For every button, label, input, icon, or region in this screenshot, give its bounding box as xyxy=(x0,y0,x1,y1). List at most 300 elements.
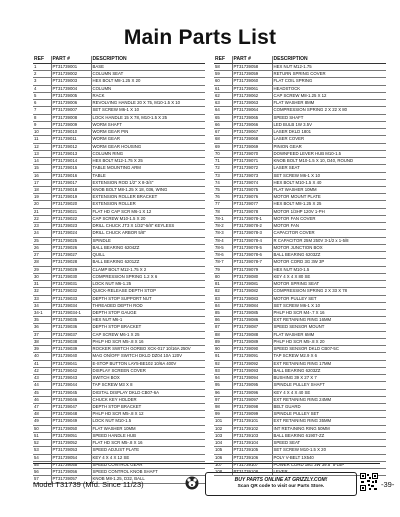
description-cell: DRILL CHUCK JT3 X 1/32"-5/8" KEYLESS xyxy=(91,223,205,230)
table-row xyxy=(33,295,205,302)
description-cell: PHLP HD SCR M4-.7 X 16 xyxy=(272,309,386,316)
description-cell: SET SCREW M6-1 X 10 xyxy=(91,107,205,114)
table-row xyxy=(33,186,205,193)
table-row xyxy=(214,158,386,165)
description-cell: EXT RETAINING RING 24MM xyxy=(272,396,386,403)
description-cell: HEADSTOCK xyxy=(272,85,386,92)
description-cell: LOCK NUT M10-1.5 xyxy=(91,418,205,425)
ref-cell: 65 xyxy=(214,114,232,121)
table-row xyxy=(33,136,205,143)
table-row xyxy=(214,367,386,374)
table-row xyxy=(214,244,386,251)
description-cell: BUSHING 39 X 27 X 7 xyxy=(272,375,386,382)
description-cell: FLAT HD CAP SCR M6-1 X 12 xyxy=(91,208,205,215)
table-row xyxy=(33,396,205,403)
part-number-cell: PT31739037 xyxy=(51,331,91,338)
description-cell: POWER CORD 18G 3W 39.5" 5-15P xyxy=(272,461,386,468)
ref-cell: 5 xyxy=(33,92,51,99)
ref-cell: 84 xyxy=(214,302,232,309)
description-cell: SPEED HANDLE HUB xyxy=(91,432,205,439)
table-row xyxy=(33,64,205,71)
part-number-cell: PT31739082 xyxy=(232,288,272,295)
ref-cell: 101 xyxy=(214,418,232,425)
part-number-cell: PT31739060 xyxy=(232,78,272,85)
table-row xyxy=(214,404,386,411)
part-number-cell: PT31739064 xyxy=(232,107,272,114)
ref-cell: 74 xyxy=(214,179,232,186)
table-row xyxy=(33,440,205,447)
description-cell: KEY 4 X 4 X 40 SE xyxy=(272,389,386,396)
table-row xyxy=(214,165,386,172)
ref-cell: 61 xyxy=(214,85,232,92)
part-number-cell: PT31739102 xyxy=(232,425,272,432)
part-number-cell: PT31739063 xyxy=(232,100,272,107)
table-header-row xyxy=(214,56,386,64)
table-row xyxy=(214,418,386,425)
description-cell: TABLE xyxy=(91,172,205,179)
ref-cell: 91 xyxy=(214,353,232,360)
part-number-cell: PT31739087 xyxy=(232,324,272,331)
part-number-cell: PT31739011 xyxy=(51,136,91,143)
description-cell: HEX BOLT M8-1.25 X 20 xyxy=(91,78,205,85)
table-row xyxy=(33,281,205,288)
ref-cell: 31 xyxy=(33,281,51,288)
ref-cell: 78 xyxy=(214,208,232,215)
table-row xyxy=(33,389,205,396)
part-number-cell: PT31739073 xyxy=(232,172,272,179)
table-row xyxy=(214,425,386,432)
description-cell: E-STOP BUTTON LAY5-BE102 10/6A 400V xyxy=(91,360,205,367)
description-cell: HEX NUT M6-1 xyxy=(91,317,205,324)
ref-cell: 20 xyxy=(33,201,51,208)
table-row xyxy=(214,121,386,128)
table-row xyxy=(33,360,205,367)
table-row xyxy=(214,288,386,295)
description-cell: MOTOR JUNCTION BOX xyxy=(272,244,386,251)
ref-cell: 98 xyxy=(214,404,232,411)
part-number-cell: PT31739085 xyxy=(232,309,272,316)
part-number-cell: PT31739054 xyxy=(51,454,91,461)
ref-cell: 29 xyxy=(33,266,51,273)
ref-cell: 79 xyxy=(214,266,232,273)
table-row xyxy=(33,143,205,150)
ref-cell: 9 xyxy=(33,121,51,128)
ref-cell: 63 xyxy=(214,100,232,107)
ref-cell: 10 xyxy=(33,129,51,136)
ref-cell: 36 xyxy=(33,324,51,331)
part-number-cell: PT31739094 xyxy=(232,375,272,382)
table-row xyxy=(33,114,205,121)
table-row xyxy=(214,295,386,302)
description-cell: DRILL CHUCK ARBOR 5/8" xyxy=(91,230,205,237)
ref-cell: 69 xyxy=(214,143,232,150)
ref-cell: 19 xyxy=(33,194,51,201)
grizzly-bear-logo-icon xyxy=(185,476,199,490)
ref-cell: 6 xyxy=(33,100,51,107)
page-number: -39- xyxy=(381,480,395,489)
part-number-cell: PT31739070 xyxy=(232,150,272,157)
part-number-cell: PT31739035 xyxy=(51,317,91,324)
description-cell: DEPTH STOP BRACKET xyxy=(91,324,205,331)
ref-cell: 90 xyxy=(214,346,232,353)
ref-cell: 12 xyxy=(33,143,51,150)
part-number-cell: PT31739012 xyxy=(51,143,91,150)
part-number-cell: PT31739039 xyxy=(51,346,91,353)
ref-cell: 8 xyxy=(33,114,51,121)
description-cell: PINION GEAR xyxy=(272,143,386,150)
ref-cell: 18 xyxy=(33,186,51,193)
description-cell: TAP SCREW M2.9 X 6 xyxy=(272,353,386,360)
description-cell: ROCKER SWITCH GORBO XCK-017 10/16A 250V xyxy=(91,346,205,353)
table-row xyxy=(33,338,205,345)
table-row xyxy=(214,172,386,179)
table-row xyxy=(214,346,386,353)
description-cell: EXTENSION ROD 1/2" X 8-3/4" xyxy=(91,179,205,186)
part-number-cell: PT31739079 xyxy=(232,266,272,273)
description-cell: SPEED CONTROL GEAR xyxy=(91,461,205,468)
table-row xyxy=(214,194,386,201)
part-number-cell: PT31739080 xyxy=(232,273,272,280)
table-row xyxy=(33,194,205,201)
description-cell: SET SCREW M6-1 X 10 xyxy=(272,172,386,179)
ref-cell: 39 xyxy=(33,346,51,353)
ref-cell: 92 xyxy=(214,360,232,367)
table-row xyxy=(214,454,386,461)
table-row xyxy=(33,165,205,172)
part-number-cell: PT31739067 xyxy=(232,129,272,136)
ref-cell: 23 xyxy=(33,223,51,230)
table-row xyxy=(214,338,386,345)
table-row xyxy=(33,266,205,273)
description-cell: EXT RETAINING RING 35MM xyxy=(272,418,386,425)
table-row xyxy=(214,223,386,230)
description-cell: DEPTH STOP BRACKET xyxy=(91,404,205,411)
header-ref: REF xyxy=(214,56,232,64)
part-number-cell: PT31739022 xyxy=(51,215,91,222)
description-cell: SPINDLE xyxy=(91,237,205,244)
table-header-row xyxy=(33,56,205,64)
description-cell: MOTOR CORD 3G 3W 3P xyxy=(272,259,386,266)
ref-cell: 32 xyxy=(33,288,51,295)
description-cell: R CAPACITOR 25M 250V 3-1/2 x 1-5/8 xyxy=(272,237,386,244)
ref-cell: 7 xyxy=(33,107,51,114)
description-cell: SPINDLE PULLEY SET xyxy=(272,411,386,418)
description-cell: REVOLVING HANDLE 20 X 75, M10-1.5 X 10 xyxy=(91,100,205,107)
ref-cell: 43 xyxy=(33,375,51,382)
table-row xyxy=(214,208,386,215)
ref-cell: 46 xyxy=(33,396,51,403)
part-number-cell: PT31739078-4 xyxy=(232,237,272,244)
part-number-cell: PT31739108 xyxy=(232,469,272,476)
ref-cell: 15 xyxy=(33,165,51,172)
part-number-cell: PT31739002 xyxy=(51,71,91,78)
description-cell: LASER SEAT xyxy=(272,165,386,172)
ref-cell: 14 xyxy=(33,158,51,165)
part-number-cell: PT31739078-2 xyxy=(232,223,272,230)
table-row xyxy=(214,92,386,99)
description-cell: KNOB BOLT M8-1.25 X 18, 036, WING xyxy=(91,186,205,193)
table-row xyxy=(214,186,386,193)
ref-cell: 83 xyxy=(214,295,232,302)
part-number-cell: PT31739083 xyxy=(232,295,272,302)
part-number-cell: PT31739041 xyxy=(51,360,91,367)
part-number-cell: PT31739058 xyxy=(232,64,272,71)
part-number-cell: PT31739006 xyxy=(51,100,91,107)
table-row xyxy=(33,179,205,186)
part-number-cell: PT31739095 xyxy=(232,382,272,389)
table-row xyxy=(33,78,205,85)
ref-cell: 73 xyxy=(214,172,232,179)
part-number-cell: PT31739034-1 xyxy=(51,309,91,316)
table-row xyxy=(214,179,386,186)
part-number-cell: PT31739091 xyxy=(232,353,272,360)
description-cell: FLAT WASHER 6MM xyxy=(272,331,386,338)
ref-cell: 16 xyxy=(33,172,51,179)
table-row xyxy=(214,136,386,143)
ref-cell: 94 xyxy=(214,375,232,382)
description-cell: LED BULB 1W 3.5V xyxy=(272,121,386,128)
description-cell: RETURN SPRING COVER xyxy=(272,71,386,78)
ref-cell: 30 xyxy=(33,273,51,280)
ref-cell: 42 xyxy=(33,367,51,374)
table-row xyxy=(214,302,386,309)
table-row xyxy=(214,396,386,403)
table-row xyxy=(33,121,205,128)
part-number-cell: PT31739010 xyxy=(51,129,91,136)
ref-cell: 50 xyxy=(33,425,51,432)
description-cell: HEX BOLT M12-1.75 X 25 xyxy=(91,158,205,165)
table-row xyxy=(214,237,386,244)
ref-cell: 97 xyxy=(214,396,232,403)
part-number-cell: PT31739078-1 xyxy=(232,215,272,222)
description-cell: COMPRESSION SPRING 1.2 X 6 xyxy=(91,273,205,280)
part-number-cell: PT31739099 xyxy=(232,411,272,418)
ref-cell: 44 xyxy=(33,382,51,389)
table-row xyxy=(33,317,205,324)
part-number-cell: PT31739009 xyxy=(51,121,91,128)
ref-cell: 41 xyxy=(33,360,51,367)
table-row xyxy=(33,469,205,476)
part-number-cell: PT31739093 xyxy=(232,367,272,374)
ref-cell: 105 xyxy=(214,447,232,454)
ref-cell: 104 xyxy=(214,440,232,447)
part-number-cell: PT31739036 xyxy=(51,324,91,331)
table-row xyxy=(214,360,386,367)
ref-cell: 87 xyxy=(214,324,232,331)
ref-cell: 93 xyxy=(214,367,232,374)
ref-cell: 45 xyxy=(33,389,51,396)
description-cell: DISPLAY SCREEN COVER xyxy=(91,367,205,374)
table-row xyxy=(214,201,386,208)
part-number-cell: PT31739052 xyxy=(51,440,91,447)
table-row xyxy=(214,432,386,439)
part-number-cell: PT31739104 xyxy=(232,440,272,447)
part-number-cell: PT31739003 xyxy=(51,78,91,85)
ref-cell: 108 xyxy=(214,469,232,476)
ref-cell: 47 xyxy=(33,404,51,411)
table-row xyxy=(33,353,205,360)
ref-cell: 49 xyxy=(33,418,51,425)
footer-divider xyxy=(33,463,380,464)
table-row xyxy=(214,382,386,389)
part-number-cell: PT31739004 xyxy=(51,85,91,92)
ref-cell: 34 xyxy=(33,302,51,309)
part-number-cell: PT31739053 xyxy=(51,447,91,454)
ref-cell: 78-5 xyxy=(214,244,232,251)
part-number-cell: PT31739078-3 xyxy=(232,230,272,237)
part-number-cell: PT31739107 xyxy=(232,461,272,468)
description-cell: LOCK NUT M6-1.25 xyxy=(91,281,205,288)
part-number-cell: PT31739105 xyxy=(232,447,272,454)
description-cell: SET SCREW M10-1.5 X 20 xyxy=(272,447,386,454)
description-cell: DIGITAL DISPLAY DKLD CB07-6A xyxy=(91,389,205,396)
part-number-cell: PT31739029 xyxy=(51,266,91,273)
description-cell: BALL BEARING 6204ZZ xyxy=(91,244,205,251)
description-cell: FLAT WASHER 10MM xyxy=(272,186,386,193)
ref-cell: 76 xyxy=(214,194,232,201)
description-cell: MOTOR FAN xyxy=(272,223,386,230)
qr-code-icon[interactable] xyxy=(360,473,378,491)
part-number-cell: PT31739088 xyxy=(232,331,272,338)
part-number-cell: PT31739005 xyxy=(51,92,91,99)
table-row xyxy=(33,418,205,425)
ref-cell: 17 xyxy=(33,179,51,186)
ref-cell: 48 xyxy=(33,411,51,418)
description-cell: BELT GUARD xyxy=(272,404,386,411)
part-number-cell: PT31739038 xyxy=(51,338,91,345)
table-row xyxy=(214,375,386,382)
part-number-cell: PT31739077 xyxy=(232,201,272,208)
ref-cell: 66 xyxy=(214,121,232,128)
part-number-cell: PT31739027 xyxy=(51,252,91,259)
ref-cell: 99 xyxy=(214,411,232,418)
table-row xyxy=(214,230,386,237)
ref-cell: 13 xyxy=(33,150,51,157)
part-number-cell: PT31739061 xyxy=(232,85,272,92)
ref-cell: 26 xyxy=(33,244,51,251)
ref-cell: 54 xyxy=(33,454,51,461)
part-number-cell: PT31739076 xyxy=(232,194,272,201)
description-cell: COLUMN RING xyxy=(91,150,205,157)
table-row xyxy=(33,432,205,439)
part-number-cell: PT31739017 xyxy=(51,179,91,186)
table-row xyxy=(33,447,205,454)
ref-cell: 85 xyxy=(214,309,232,316)
ref-cell: 38 xyxy=(33,338,51,345)
ref-cell: 51 xyxy=(33,432,51,439)
table-row xyxy=(33,404,205,411)
description-cell: DOWNFEED LEVER HUB M10-1.5 xyxy=(272,150,386,157)
description-cell: TABLE MOUNTING ARM xyxy=(91,165,205,172)
header-part: PART # xyxy=(51,56,91,64)
description-cell: LOCK HANDLE 15 X 78, M10-1.5 X 25 xyxy=(91,114,205,121)
part-number-cell: PT31739101 xyxy=(232,418,272,425)
ref-cell: 62 xyxy=(214,92,232,99)
table-row xyxy=(33,100,205,107)
part-number-cell: PT31739106 xyxy=(232,454,272,461)
description-cell: RACK xyxy=(91,92,205,99)
table-row xyxy=(214,389,386,396)
table-row xyxy=(214,85,386,92)
ref-cell: 78-1 xyxy=(214,215,232,222)
parts-store-banner[interactable] xyxy=(205,472,357,496)
part-number-cell: PT31739048 xyxy=(51,411,91,418)
part-number-cell: PT31739030 xyxy=(51,273,91,280)
ref-cell: 11 xyxy=(33,136,51,143)
description-cell: DEPTH STOP SUPPORT NUT xyxy=(91,295,205,302)
table-row xyxy=(33,346,205,353)
description-cell: KNOB M8-1.25, D32, BALL xyxy=(91,476,205,483)
ref-cell: 68 xyxy=(214,136,232,143)
table-row xyxy=(33,252,205,259)
table-row xyxy=(33,367,205,374)
part-number-cell: PT31739065 xyxy=(232,114,272,121)
description-cell: FLAT COIL SPRING xyxy=(272,78,386,85)
part-number-cell: PT31739031 xyxy=(51,281,91,288)
ref-cell: 34-1 xyxy=(33,309,51,316)
description-cell: PHLP HD SCR M5-.8 X 16 xyxy=(91,338,205,345)
ref-cell: 28 xyxy=(33,259,51,266)
description-cell: COLUMN xyxy=(91,85,205,92)
table-row xyxy=(33,237,205,244)
part-number-cell: PT31739056 xyxy=(51,469,91,476)
description-cell: SPEED SEAT xyxy=(272,440,386,447)
ref-cell: 24 xyxy=(33,230,51,237)
part-number-cell: PT31739025 xyxy=(51,237,91,244)
description-cell: CHUCK KEY HOLDER xyxy=(91,396,205,403)
description-cell: WORM GEAR xyxy=(91,136,205,143)
description-cell: EXTENSION ROLLER BRACKET xyxy=(91,194,205,201)
ref-cell: 2 xyxy=(33,71,51,78)
ref-cell: 55 xyxy=(33,461,51,468)
model-label: Model T31739 (Mfd. Since 11/23) xyxy=(33,480,144,489)
description-cell: EXT RETAINING RING 17MM xyxy=(272,360,386,367)
ref-cell: 60 xyxy=(214,78,232,85)
part-number-cell: PT31739086 xyxy=(232,317,272,324)
part-number-cell: PT31739089 xyxy=(232,338,272,345)
ref-cell: 81 xyxy=(214,281,232,288)
table-row xyxy=(214,78,386,85)
part-number-cell: PT31739045 xyxy=(51,389,91,396)
table-row xyxy=(214,353,386,360)
ref-cell: 56 xyxy=(33,469,51,476)
part-number-cell: PT31739040 xyxy=(51,353,91,360)
table-row xyxy=(214,317,386,324)
table-row xyxy=(33,230,205,237)
ref-cell: 64 xyxy=(214,107,232,114)
ref-cell: 3 xyxy=(33,78,51,85)
table-row xyxy=(214,64,386,71)
table-row xyxy=(214,324,386,331)
part-number-cell: PT31739032 xyxy=(51,288,91,295)
description-cell: FLAT WASHER 8MM xyxy=(272,100,386,107)
part-number-cell: PT31739074 xyxy=(232,179,272,186)
description-cell: WORM SHAFT xyxy=(91,121,205,128)
table-row xyxy=(33,273,205,280)
part-number-cell: PT31739062 xyxy=(232,92,272,99)
table-row xyxy=(33,129,205,136)
ref-cell: 80 xyxy=(214,273,232,280)
description-cell: COMPRESSION SPRING 2 X 22 X 80 xyxy=(272,107,386,114)
table-row xyxy=(214,107,386,114)
description-cell: EXTENSION ROLLER xyxy=(91,201,205,208)
table-row xyxy=(33,85,205,92)
ref-cell: 89 xyxy=(214,338,232,345)
description-cell: SPINDLE PULLEY SHAFT xyxy=(272,382,386,389)
description-cell: DEPTH STOP GAUGE xyxy=(91,309,205,316)
ref-cell: 103 xyxy=(214,432,232,439)
header-ref: REF xyxy=(33,56,51,64)
